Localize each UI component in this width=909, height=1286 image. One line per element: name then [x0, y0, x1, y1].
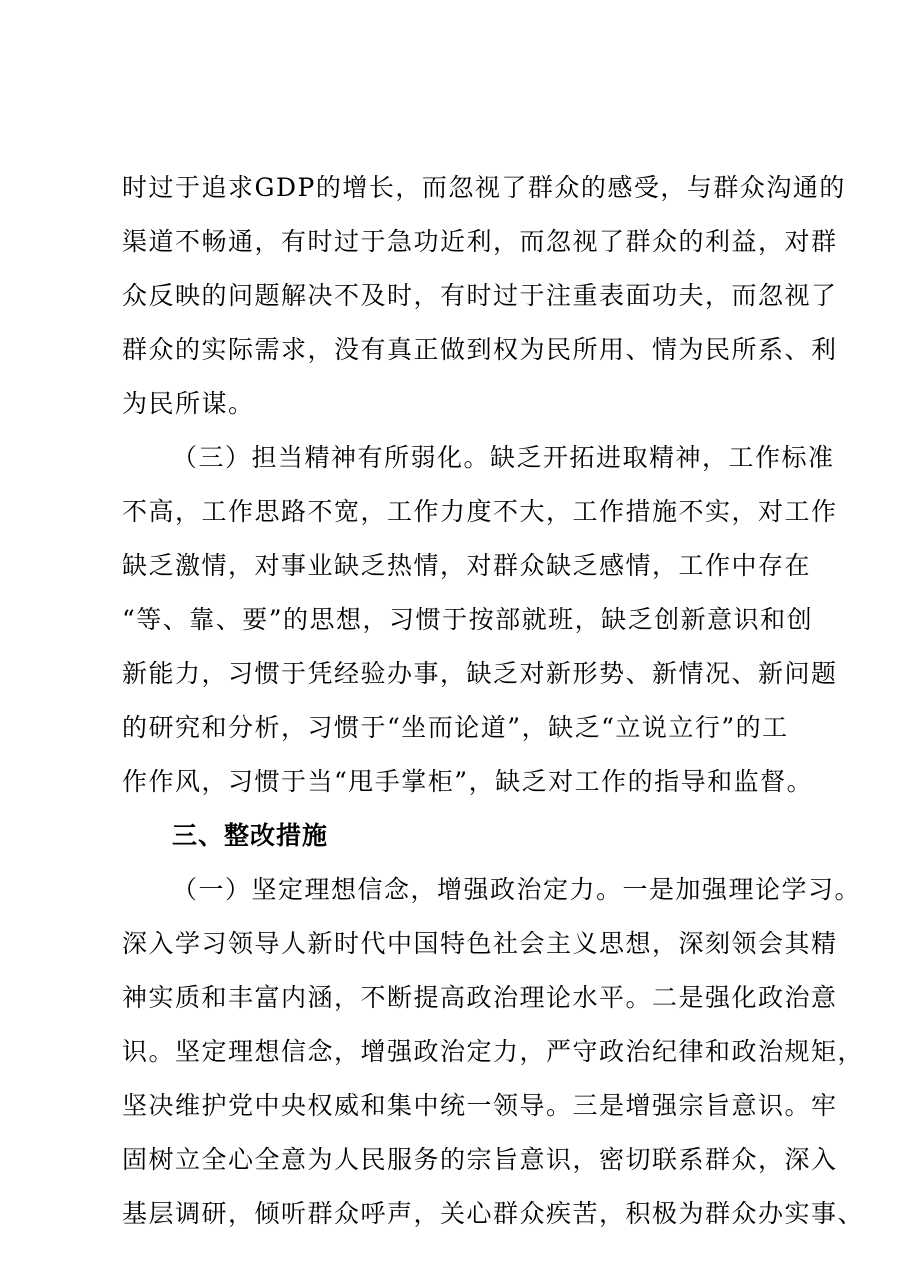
subsection-1-paragraph-start: （一）坚定理想信念，增强政治定力。一是加强理论学习。: [172, 875, 862, 904]
paragraph-line: 坚决维护党中央权威和集中统一领导。三是增强宗旨意识。牢: [122, 1091, 838, 1120]
paragraph-line: 的研究和分析，习惯于“坐而论道”，缺乏“立说立行”的工: [122, 713, 789, 742]
paragraph-line: 识。坚定理想信念，增强政治定力，严守政治纪律和政治规矩，: [122, 1037, 865, 1066]
paragraph-line: 新能力，习惯于凭经验办事，缺乏对新形势、新情况、新问题: [122, 659, 838, 688]
paragraph-line: 群众的实际需求，没有真正做到权为民所用、情为民所系、利: [122, 335, 838, 364]
paragraph-line: 基层调研，倾听群众呼声，关心群众疾苦，积极为群众办实事、: [122, 1199, 865, 1228]
paragraph-line: 作作风，习惯于当“甩手掌柜”，缺乏对工作的指导和监督。: [122, 767, 814, 796]
paragraph-line: 固树立全心全意为人民服务的宗旨意识，密切联系群众，深入: [122, 1145, 838, 1174]
paragraph-line: 为民所谋。: [122, 389, 255, 418]
paragraph-line: 不高，工作思路不宽，工作力度不大，工作措施不实，对工作: [122, 497, 838, 526]
section-heading: 三、整改措施: [172, 821, 329, 850]
paragraph-line: 渠道不畅通，有时过于急功近利，而忽视了群众的利益，对群: [122, 227, 838, 256]
paragraph-line: 缺乏激情，对事业缺乏热情，对群众缺乏感情，工作中存在: [122, 551, 812, 580]
paragraph-line: 时过于追求GDP的增长，而忽视了群众的感受，与群众沟通的: [122, 173, 846, 202]
paragraph-line: “等、靠、要”的思想，习惯于按部就班，缺乏创新意识和创: [122, 605, 814, 634]
paragraph-line: 众反映的问题解决不及时，有时过于注重表面功夫，而忽视了: [122, 281, 838, 310]
paragraph-line: 神实质和丰富内涵，不断提高政治理论水平。二是强化政治意: [122, 983, 838, 1012]
section-3-paragraph-start: （三）担当精神有所弱化。缺乏开拓进取精神，工作标准: [172, 443, 835, 472]
paragraph-line: 深入学习领导人新时代中国特色社会主义思想，深刻领会其精: [122, 929, 838, 958]
